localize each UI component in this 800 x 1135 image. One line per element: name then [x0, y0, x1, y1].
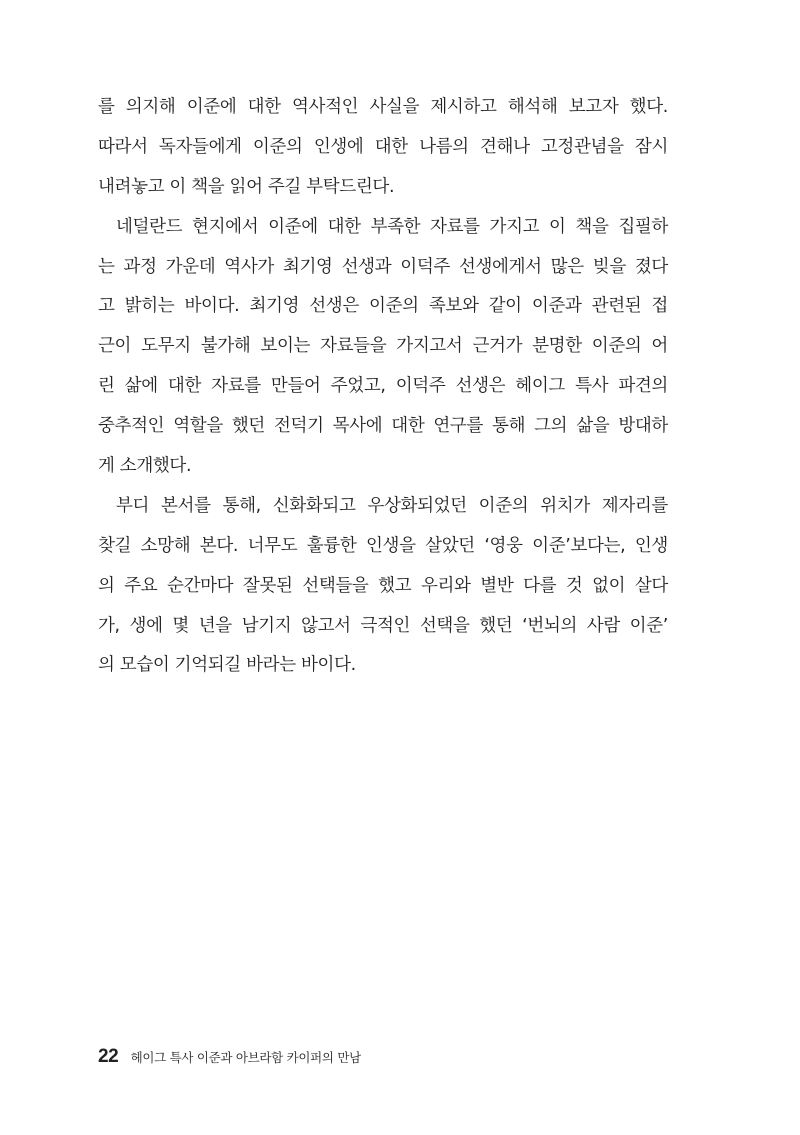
text-line: 를 의지해 이준에 대한 역사적인 사실을 제시하고 해석해 보고자 했다. — [98, 97, 668, 117]
text-line: 고 밝히는 바이다. 최기영 선생은 이준의 족보와 같이 이준과 관련된 접 — [98, 296, 668, 317]
running-title: 헤이그 특사 이준과 아브라함 카이퍼의 만남 — [130, 1050, 361, 1065]
page-number: 22 — [98, 1046, 119, 1067]
text-line: 린 삶에 대한 자료를 만들어 주었고, 이덕주 선생은 헤이그 특사 파견의 — [98, 376, 668, 397]
body-text — [98, 88, 668, 686]
page-footer — [98, 1046, 361, 1068]
text-line: 는 과정 가운데 역사가 최기영 선생과 이덕주 선생에게서 많은 빚을 졌다 — [98, 256, 668, 277]
text-line: 네덜란드 현지에서 이준에 대한 부족한 자료를 가지고 이 책을 집필하 — [116, 216, 668, 237]
text-line: 찾길 소망해 본다. 너무도 훌륭한 인생을 살았던 ‘영웅 이준’보다는, 인생 — [98, 535, 668, 556]
text-line: 근이 도무지 불가해 보이는 자료들을 가지고서 근거가 분명한 이준의 어 — [98, 336, 668, 357]
text-line: 부디 본서를 통해, 신화화되고 우상화되었던 이준의 위치가 제자리를 — [116, 495, 668, 516]
text-line: 게 소개했다. — [98, 456, 192, 477]
text-line: 중추적인 역할을 했던 전덕기 목사에 대한 연구를 통해 그의 삶을 방대하 — [98, 416, 668, 437]
text-line: 가, 생에 몇 년을 남기지 않고서 극적인 선택을 했던 ‘번뇌의 사람 이준’ — [98, 615, 668, 636]
text-line: 의 주요 순간마다 잘못된 선택들을 했고 우리와 별반 다를 것 없이 살다 — [98, 575, 668, 596]
text-line: 따라서 독자들에게 이준의 인생에 대한 나름의 견해나 고정관념을 잠시 — [98, 136, 668, 157]
text-line: 내려놓고 이 책을 읽어 주길 부탁드린다. — [98, 176, 395, 197]
text-line: 의 모습이 기억되길 바라는 바이다. — [98, 655, 356, 676]
